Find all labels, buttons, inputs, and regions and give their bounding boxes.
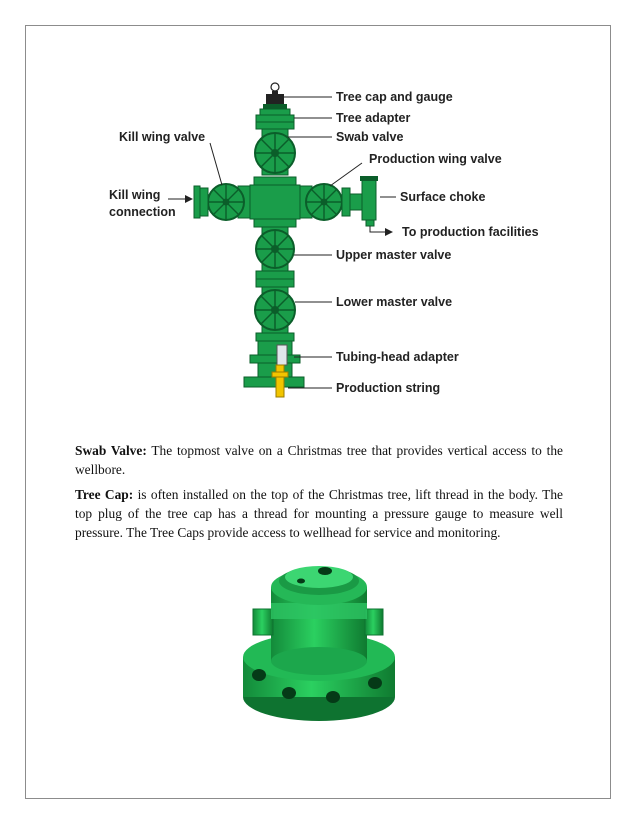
label-tree-cap-and-gauge: Tree cap and gauge bbox=[336, 90, 453, 104]
surface-choke bbox=[350, 176, 378, 226]
swab-valve-text: The topmost valve on a Christmas tree that provides vertical access to the wellbore. bbox=[75, 443, 563, 477]
kill-wing-valve bbox=[194, 184, 250, 220]
label-kill-wing-connection-1: Kill wing bbox=[109, 188, 161, 202]
upper-master-valve bbox=[256, 227, 294, 287]
label-to-production-facilities: To production facilities bbox=[402, 225, 539, 239]
tree-cap-gauge bbox=[263, 83, 287, 109]
tree-cap-paragraph bbox=[75, 485, 563, 542]
tree-cap-text: is often installed on the top of the Christmas tree, lift thread in the body. The top plug of the tree cap has a thread for mounting a pressure gauge to measure well pressure. The Tree Caps provide access to wellhead for service and monitoring. bbox=[75, 487, 563, 540]
tree-cap-photo bbox=[241, 547, 397, 727]
label-kill-wing-valve: Kill wing valve bbox=[119, 130, 206, 144]
swab-valve bbox=[255, 129, 295, 175]
tree-adapter bbox=[256, 109, 294, 129]
label-production-string: Production string bbox=[336, 381, 441, 395]
label-tree-adapter: Tree adapter bbox=[336, 111, 411, 125]
tree-cap-term: Tree Cap: bbox=[75, 487, 134, 502]
swab-valve-term: Swab Valve: bbox=[75, 443, 147, 458]
label-surface-choke: Surface choke bbox=[400, 190, 486, 204]
label-tubing-head-adapter: Tubing-head adapter bbox=[336, 350, 459, 364]
label-lower-master-valve: Lower master valve bbox=[336, 295, 453, 309]
label-upper-master-valve: Upper master valve bbox=[336, 248, 452, 262]
label-kill-wing-connection-2: connection bbox=[109, 205, 176, 219]
swab-valve-paragraph bbox=[75, 441, 563, 479]
production-wing-valve bbox=[300, 184, 350, 220]
label-swab-valve: Swab valve bbox=[336, 130, 404, 144]
tubing-head-adapter bbox=[244, 341, 304, 387]
lower-master-valve bbox=[255, 287, 295, 341]
cross-fitting bbox=[250, 177, 300, 227]
label-production-wing-valve: Production wing valve bbox=[369, 152, 502, 166]
